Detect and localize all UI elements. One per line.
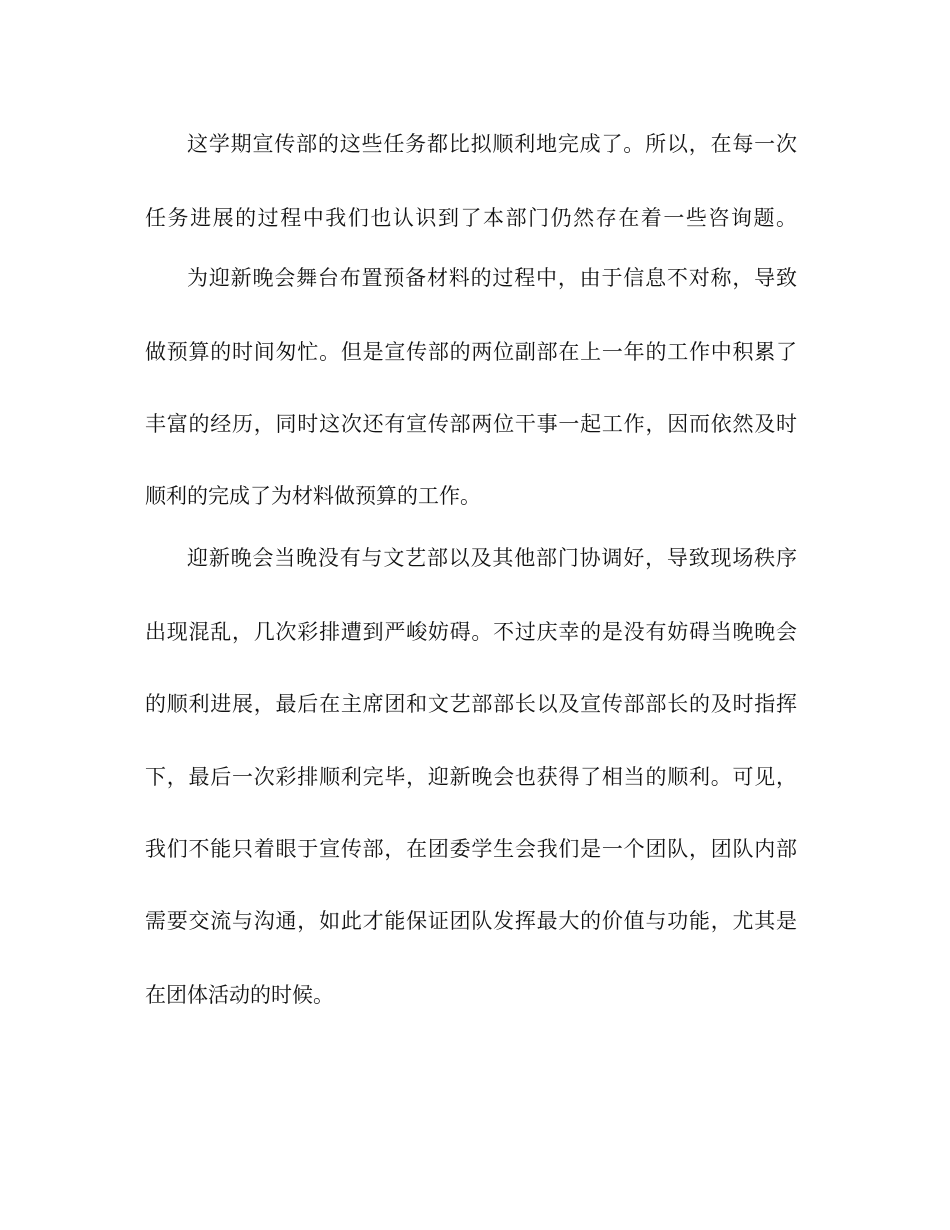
paragraph-3-line-5: 我们不能只着眼于宣传部，在团委学生会我们是一个团队，团队内部 [145, 837, 797, 861]
paragraph-3-line-4: 下，最后一次彩排顺利完毕，迎新晚会也获得了相当的顺利。可见， [145, 765, 797, 789]
paragraph-2-line-4: 顺利的完成了为材料做预算的工作。 [145, 484, 481, 508]
paragraph-2-line-1: 为迎新晚会舞台布置预备材料的过程中，由于信息不对称，导致 [187, 266, 797, 290]
paragraph-3-line-7: 在团体活动的时候。 [145, 983, 334, 1007]
paragraph-3-line-2: 出现混乱，几次彩排遭到严峻妨碍。不过庆幸的是没有妨碍当晚晚会 [145, 620, 797, 644]
paragraph-2-line-2: 做预算的时间匆忙。但是宣传部的两位副部在上一年的工作中积累了 [145, 340, 797, 364]
paragraph-3-line-6: 需要交流与沟通，如此才能保证团队发挥最大的价值与功能，尤其是 [145, 909, 797, 933]
paragraph-3-line-3: 的顺利进展，最后在主席团和文艺部部长以及宣传部部长的及时指挥 [145, 692, 797, 716]
paragraph-2-line-3: 丰富的经历，同时这次还有宣传部两位干事一起工作，因而依然及时 [145, 412, 797, 436]
paragraph-1-line-2: 任务进展的过程中我们也认识到了本部门仍然存在着一些咨询题。 [145, 206, 797, 230]
paragraph-1-line-1: 这学期宣传部的这些任务都比拟顺利地完成了。所以，在每一次 [187, 132, 797, 156]
paragraph-3-line-1: 迎新晚会当晚没有与文艺部以及其他部门协调好，导致现场秩序 [187, 546, 797, 570]
